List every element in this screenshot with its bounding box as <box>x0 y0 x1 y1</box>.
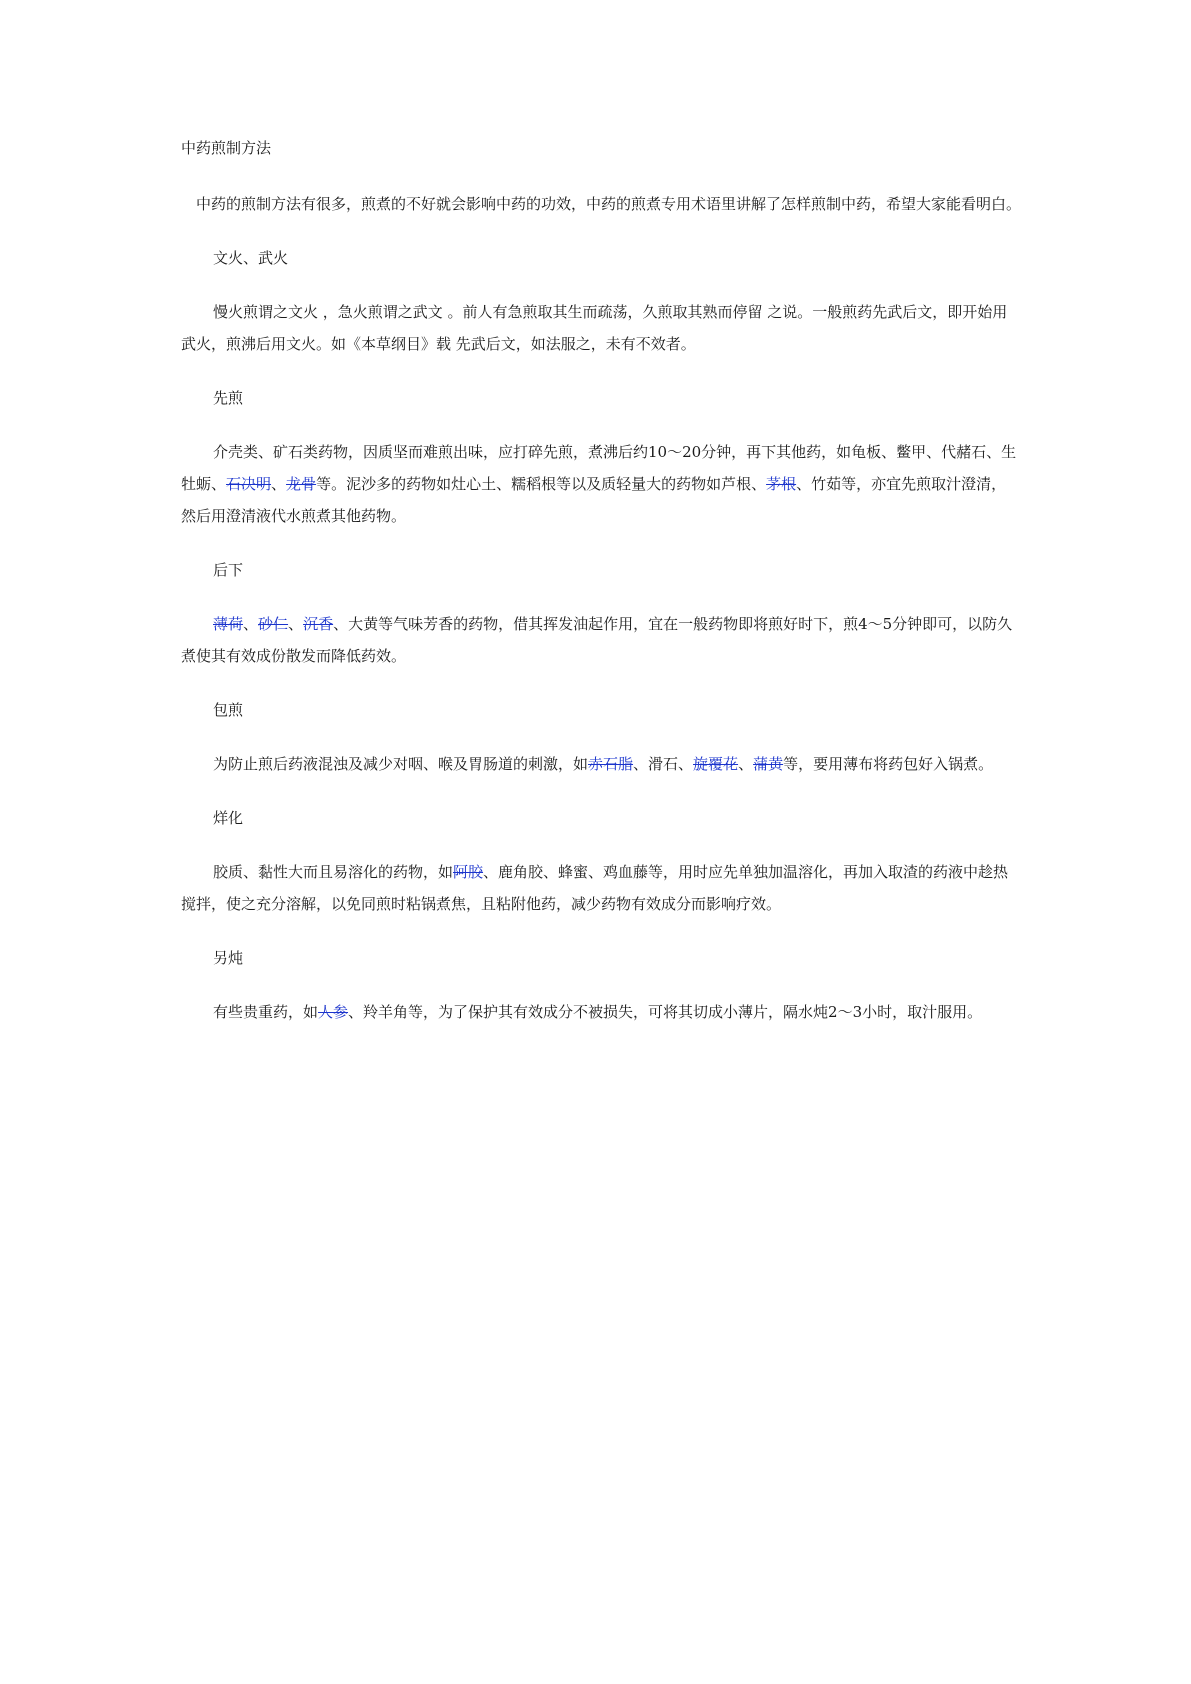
herb-link[interactable]: 龙骨 <box>286 475 317 493</box>
section <box>181 694 1021 780</box>
text-segment: 、 <box>243 615 259 633</box>
section <box>181 554 1021 672</box>
text-segment: 等。泥沙多的药物如灶心土、糯稻根等以及质轻量大的药物如芦根、 <box>316 475 767 493</box>
text-segment: 介壳类、矿石类药物，因质坚而难煎出味，应打碎先煎，煮沸后约10～20分钟，再下其他药，如龟板、鳖甲、代赭石、生牡蛎、 <box>181 443 1017 493</box>
section-paragraph <box>181 856 1021 920</box>
section-paragraph <box>181 608 1021 672</box>
text-segment: 、鹿角胶、蜂蜜、鸡血藤等，用时应先单独加温溶化，再加入取渣的药液中趁热搅拌，使之充分溶解，以免同煎时粘锅煮焦，且粘附他药，减少药物有效成分而影响疗效。 <box>181 863 1009 913</box>
herb-link[interactable]: 石决明 <box>226 475 272 493</box>
herb-link[interactable]: 茅根 <box>766 475 797 493</box>
text-segment: 、竹茹等，亦宜先煎取汁澄清，然后用澄清液代水煎煮其他药物。 <box>181 475 1007 525</box>
herb-link[interactable]: 蒲黄 <box>753 755 784 773</box>
intro-paragraph: 中药的煎制方法有很多，煎煮的不好就会影响中药的功效，中药的煎煮专用术语里讲解了怎样煎制中药，希望大家能看明白。 <box>196 195 1022 213</box>
sections-container <box>181 242 1021 1028</box>
herb-link[interactable]: 沉香 <box>303 615 334 633</box>
text-segment: 、羚羊角等，为了保护其有效成分不被损失，可将其切成小薄片，隔水炖2～3小时，取汁服用。 <box>348 1003 983 1021</box>
text-segment: 、大黄等气味芳香的药物，借其挥发油起作用，宜在一般药物即将煎好时下，煎4～5分钟即可，以防久煮使其有效成份散发而降低药效。 <box>181 615 1013 665</box>
section <box>181 242 1021 360</box>
text-segment: 、 <box>288 615 304 633</box>
text-segment: 、 <box>271 475 287 493</box>
herb-link[interactable]: 赤石脂 <box>588 755 634 773</box>
section-heading: 烊化 <box>213 809 244 827</box>
herb-link[interactable]: 旋覆花 <box>693 755 739 773</box>
section-paragraph <box>181 996 1021 1028</box>
herb-link[interactable]: 人参 <box>318 1003 349 1021</box>
section-heading: 文火、武火 <box>213 249 289 267</box>
section-heading: 后下 <box>213 561 244 579</box>
herb-link[interactable]: 阿胶 <box>453 863 484 881</box>
herb-link[interactable]: 薄荷 <box>213 615 244 633</box>
text-segment: 为防止煎后药液混浊及减少对咽、喉及胃肠道的刺激，如 <box>213 755 589 773</box>
section-paragraph <box>181 436 1021 532</box>
section <box>181 942 1021 1028</box>
text-segment: 、滑石、 <box>633 755 694 773</box>
document-title: 中药煎制方法 <box>181 139 272 157</box>
document-body <box>181 132 1021 1050</box>
herb-link[interactable]: 砂仁 <box>258 615 289 633</box>
text-segment: 慢火煎谓之文火 ，急火煎谓之武文 。前人有急煎取其生而疏荡，久煎取其熟而停留 之说。一般煎药先武后文，即开始用武火，煎沸后用文火。如《本草纲目》载 先武后文，如法服之，未有不效者。 <box>181 303 1008 353</box>
section-heading: 先煎 <box>213 389 244 407</box>
text-segment: 等，要用薄布将药包好入锅煮。 <box>783 755 994 773</box>
text-segment: 胶质、黏性大而且易溶化的药物，如 <box>213 863 454 881</box>
section-heading: 另炖 <box>213 949 244 967</box>
section <box>181 382 1021 532</box>
section-heading: 包煎 <box>213 701 244 719</box>
section <box>181 802 1021 920</box>
section-paragraph <box>181 748 1021 780</box>
text-segment: 、 <box>738 755 754 773</box>
section-paragraph <box>181 296 1021 360</box>
text-segment: 有些贵重药，如 <box>213 1003 319 1021</box>
